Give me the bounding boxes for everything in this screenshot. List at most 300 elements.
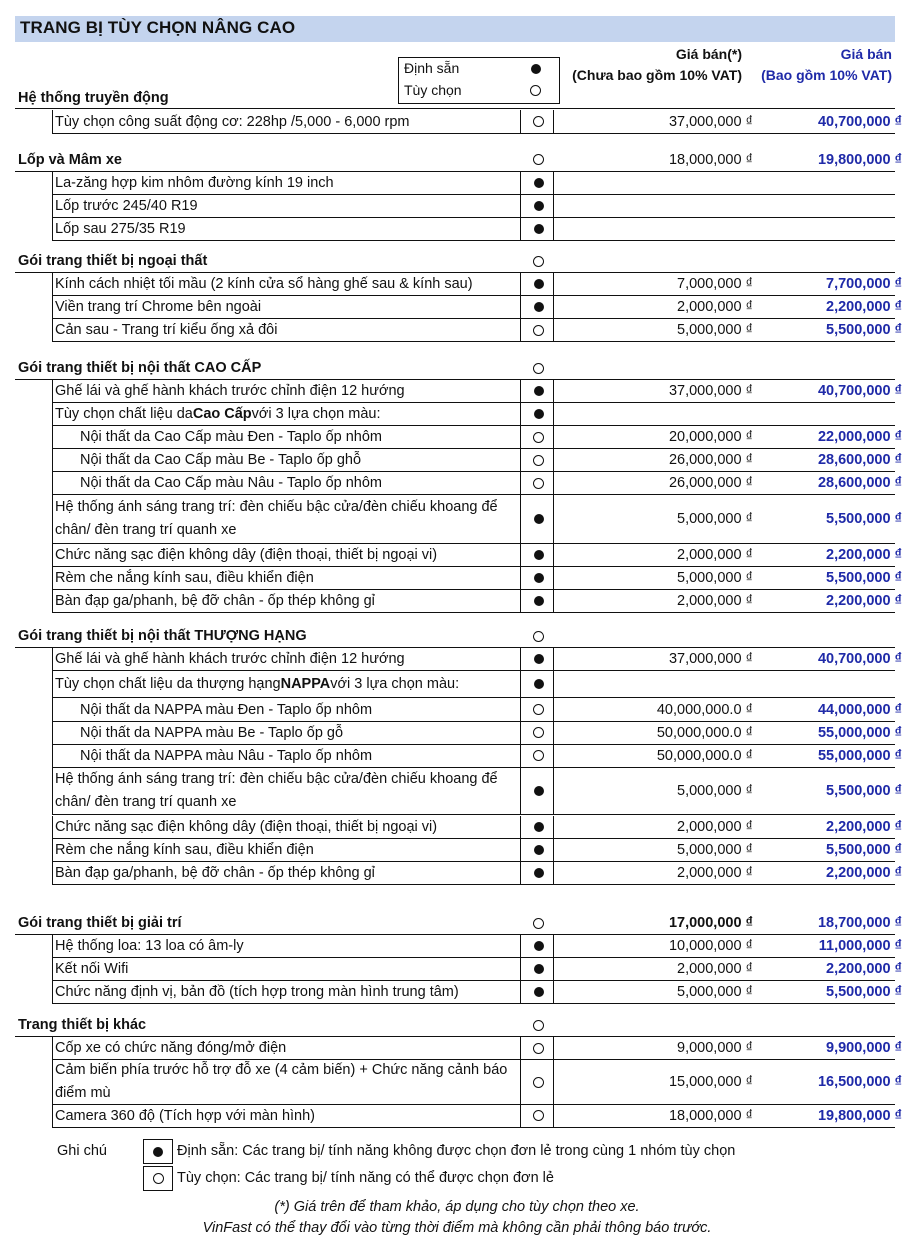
column-divider — [553, 816, 554, 838]
column-divider — [553, 1060, 554, 1104]
option-circle-icon — [533, 704, 544, 715]
price-excl-vat — [555, 250, 753, 272]
mark-cell — [520, 544, 557, 566]
column-divider — [520, 172, 521, 194]
item-label: Ghế lái và ghế hành khách trước chỉnh điện 12 hướng — [55, 651, 405, 667]
column-divider — [553, 1037, 554, 1059]
preset-dot-icon — [534, 845, 544, 855]
column-divider — [520, 567, 521, 589]
price-incl-header: Giá bán — [840, 46, 892, 62]
column-divider — [520, 426, 521, 448]
option-circle-icon — [533, 1043, 544, 1054]
column-divider — [520, 296, 521, 318]
column-divider — [520, 981, 521, 1003]
table-row — [15, 544, 902, 566]
column-divider — [52, 426, 53, 448]
column-divider — [553, 698, 554, 721]
preset-dot-icon — [534, 654, 544, 664]
item-label: Rèm che nắng kính sau, điều khiển điện — [55, 570, 314, 586]
column-divider — [520, 449, 521, 471]
column-divider — [52, 839, 53, 861]
table-row — [15, 319, 902, 341]
column-divider — [553, 195, 554, 217]
column-divider — [52, 721, 53, 744]
price-incl-vat: 2,200,000 ₫ — [826, 593, 902, 609]
price-excl-vat: 17,000,000 ₫ — [668, 915, 753, 931]
preset-dot-icon — [534, 573, 544, 583]
preset-dot-icon — [534, 386, 544, 396]
item-label: La-zăng hợp kim nhôm đường kính 19 inch — [55, 175, 334, 191]
item-label: Tùy chọn chất liệu da Cao Cấp với 3 lựa chọn màu: — [55, 406, 381, 422]
column-divider — [520, 721, 521, 744]
table-row — [15, 1037, 902, 1059]
mark-cell — [520, 296, 557, 318]
option-circle-icon — [533, 1020, 544, 1031]
mark-cell — [520, 1060, 557, 1104]
column-divider — [520, 768, 521, 814]
price-incl-vat: 5,500,000 ₫ — [826, 570, 902, 586]
footer-note-1: (*) Giá trên để tham khảo, áp dụng cho tùy chọn theo xe. — [274, 1199, 640, 1215]
price-excl-vat: 5,000,000 ₫ — [677, 984, 753, 1000]
price-incl-vat: 55,000,000 ₫ — [817, 747, 902, 764]
price-excl-vat: 2,000,000 ₫ — [677, 865, 753, 881]
mark-cell — [520, 1037, 557, 1059]
notes-label: Ghi chú — [57, 1143, 107, 1159]
column-divider — [520, 698, 521, 721]
mark-cell — [520, 839, 557, 861]
row-divider — [52, 814, 895, 815]
table-row — [15, 1104, 902, 1127]
price-incl-vat: 40,700,000 ₫ — [817, 651, 902, 667]
price-incl-vat: 55,000,000 ₫ — [817, 724, 902, 741]
column-divider — [553, 981, 554, 1003]
column-divider — [553, 935, 554, 957]
price-incl-vat — [755, 625, 902, 647]
table-row — [15, 172, 895, 194]
table-row — [15, 1060, 902, 1104]
price-excl-subheader: (Chưa bao gồm 10% VAT) — [572, 67, 742, 83]
mark-cell — [520, 273, 557, 295]
price-excl-vat — [555, 671, 753, 697]
column-divider — [52, 648, 53, 670]
price-excl-vat: 20,000,000 ₫ — [668, 429, 753, 445]
preset-dot-icon — [534, 409, 544, 419]
option-circle-icon — [533, 750, 544, 761]
column-divider — [52, 958, 53, 980]
table-row — [15, 195, 895, 217]
column-divider — [553, 839, 554, 861]
column-divider — [52, 472, 53, 494]
price-incl-vat: 11,000,000 ₫ — [818, 938, 902, 954]
price-excl-vat — [555, 1014, 753, 1036]
column-divider — [520, 472, 521, 494]
price-incl-subheader: (Bao gồm 10% VAT) — [761, 67, 892, 83]
price-excl-vat: 26,000,000 ₫ — [668, 475, 753, 491]
row-divider — [52, 341, 895, 342]
mark-cell — [520, 403, 557, 425]
column-divider — [553, 544, 554, 566]
mark-cell — [520, 1014, 557, 1036]
price-incl-vat — [755, 357, 902, 379]
item-label: Chức năng sạc điện không dây (điện thoại, thiết bị ngoại vi) — [55, 547, 438, 563]
section-header-row — [15, 1014, 895, 1036]
mark-cell — [520, 357, 557, 379]
table-row — [15, 768, 902, 814]
item-label: Bàn đạp ga/phanh, bệ đỡ chân - ốp thép không gỉ — [55, 865, 375, 881]
column-divider — [520, 273, 521, 295]
section-header-row — [15, 912, 902, 934]
preset-dot-icon — [534, 822, 544, 832]
column-divider — [553, 567, 554, 589]
row-divider — [52, 1003, 895, 1004]
column-divider — [553, 768, 554, 814]
mark-cell — [520, 172, 557, 194]
column-divider — [52, 296, 53, 318]
column-divider — [553, 403, 554, 425]
price-excl-vat — [555, 195, 753, 217]
item-label: Rèm che nắng kính sau, điều khiển điện — [55, 842, 314, 858]
table-row — [15, 449, 902, 471]
column-divider — [520, 195, 521, 217]
row-divider — [52, 884, 895, 885]
price-incl-vat: 44,000,000 ₫ — [817, 701, 902, 718]
price-incl-vat: 19,800,000 ₫ — [817, 1107, 902, 1124]
column-divider — [520, 403, 521, 425]
item-label: Cốp xe có chức năng đóng/mở điện — [55, 1040, 287, 1056]
row-divider — [52, 240, 895, 241]
preset-dot-icon — [534, 941, 544, 951]
option-circle-icon — [533, 325, 544, 336]
price-incl-vat: 5,500,000 ₫ — [826, 511, 902, 527]
table-row — [15, 380, 902, 402]
mark-cell — [520, 768, 557, 814]
item-label: Ghế lái và ghế hành khách trước chỉnh điện 12 hướng — [55, 383, 405, 399]
column-divider — [52, 567, 53, 589]
page-title: TRANG BỊ TÙY CHỌN NÂNG CAO — [20, 18, 296, 37]
column-divider — [52, 110, 53, 133]
price-incl-vat: 7,700,000 ₫ — [826, 276, 902, 292]
legend-preset-label: Định sẵn — [404, 60, 460, 76]
column-divider — [52, 744, 53, 767]
column-divider — [52, 218, 53, 240]
table-row — [15, 839, 902, 861]
price-excl-header: Giá bán(*) — [675, 46, 742, 62]
column-divider — [553, 671, 554, 697]
section-header-row — [15, 357, 895, 379]
price-incl-vat: 2,200,000 ₫ — [826, 819, 902, 835]
price-excl-vat: 40,000,000.0 ₫ — [656, 701, 753, 718]
item-label: Cảm biến phía trước hỗ trợ đỗ xe (4 cảm biến) + Chức năng cảnh báo điểm mù — [55, 1062, 508, 1101]
option-circle-icon — [533, 116, 544, 127]
price-incl-vat: 40,700,000 ₫ — [817, 113, 902, 130]
column-divider — [520, 495, 521, 543]
option-circle-icon — [533, 727, 544, 738]
price-excl-vat: 37,000,000 ₫ — [668, 651, 753, 667]
item-label: Lốp sau 275/35 R19 — [55, 221, 186, 237]
price-incl-vat — [755, 195, 902, 217]
price-excl-vat: 18,000,000 ₫ — [668, 1107, 753, 1124]
column-divider — [553, 172, 554, 194]
column-divider — [553, 495, 554, 543]
row-divider — [52, 612, 895, 613]
column-divider — [520, 319, 521, 341]
price-incl-vat: 9,900,000 ₫ — [826, 1040, 902, 1056]
mark-cell — [520, 495, 557, 543]
column-divider — [553, 319, 554, 341]
price-excl-vat: 5,000,000 ₫ — [677, 842, 753, 858]
preset-dot-icon — [534, 964, 544, 974]
option-circle-icon — [533, 1077, 544, 1088]
price-incl-vat: 2,200,000 ₫ — [826, 961, 902, 977]
table-row — [15, 296, 902, 318]
preset-dot-icon — [534, 224, 544, 234]
section-title: Hệ thống truyền động — [18, 90, 169, 106]
price-excl-vat: 2,000,000 ₫ — [677, 593, 753, 609]
mark-cell — [520, 449, 557, 471]
table-row — [15, 671, 895, 697]
price-excl-vat: 26,000,000 ₫ — [668, 452, 753, 468]
price-incl-vat: 5,500,000 ₫ — [826, 783, 902, 799]
option-circle-icon — [533, 455, 544, 466]
price-excl-vat: 50,000,000.0 ₫ — [656, 747, 753, 764]
price-incl-vat: 2,200,000 ₫ — [826, 299, 902, 315]
note-preset-box — [143, 1139, 173, 1164]
column-divider — [52, 935, 53, 957]
column-divider — [553, 590, 554, 612]
option-circle-icon — [533, 432, 544, 443]
price-excl-vat: 5,000,000 ₫ — [677, 783, 753, 799]
note-option-text: Tùy chọn: Các trang bị/ tính năng có thể được chọn đơn lẻ — [177, 1170, 554, 1186]
preset-dot-icon — [534, 302, 544, 312]
table-row — [15, 590, 902, 612]
mark-cell — [520, 426, 557, 448]
option-circle-icon — [533, 256, 544, 267]
column-divider — [520, 544, 521, 566]
table-row — [15, 721, 902, 744]
preset-dot-icon — [534, 514, 544, 524]
column-divider — [52, 981, 53, 1003]
mark-cell — [520, 744, 557, 767]
mark-cell — [520, 912, 557, 934]
section-title: Gói trang thiết bị ngoại thất — [18, 253, 208, 269]
price-incl-vat: 19,800,000 ₫ — [817, 151, 902, 168]
column-divider — [520, 1104, 521, 1127]
price-excl-vat — [555, 357, 753, 379]
price-excl-vat: 5,000,000 ₫ — [677, 322, 753, 338]
item-label: Tùy chọn chất liệu da thượng hạng NAPPA với 3 lựa chọn màu: — [55, 676, 460, 692]
price-incl-vat — [755, 403, 902, 425]
price-incl-vat: 28,600,000 ₫ — [817, 475, 902, 491]
column-divider — [520, 816, 521, 838]
item-label: Nội thất da Cao Cấp màu Be - Taplo ốp ghỗ — [80, 452, 362, 468]
column-divider — [52, 768, 53, 814]
price-incl-vat — [755, 88, 902, 108]
price-excl-vat: 37,000,000 ₫ — [668, 113, 753, 130]
table-row — [15, 816, 902, 838]
column-divider — [52, 449, 53, 471]
mark-cell — [520, 816, 557, 838]
item-label: Kính cách nhiệt tối mầu (2 kính cửa sổ hàng ghế sau & kính sau) — [55, 276, 473, 292]
column-divider — [553, 296, 554, 318]
item-label: Hệ thống loa: 13 loa có âm-ly — [55, 938, 244, 954]
mark-cell — [520, 625, 557, 647]
price-excl-vat: 9,000,000 ₫ — [677, 1040, 753, 1056]
mark-cell — [520, 671, 557, 697]
price-incl-vat — [755, 250, 902, 272]
mark-cell — [520, 590, 557, 612]
column-divider — [553, 958, 554, 980]
column-divider — [52, 195, 53, 217]
preset-dot-icon — [534, 550, 544, 560]
price-incl-vat: 2,200,000 ₫ — [826, 547, 902, 563]
preset-dot-icon — [534, 987, 544, 997]
item-label: Nội thất da Cao Cấp màu Đen - Taplo ốp nhôm — [80, 429, 382, 445]
price-excl-vat: 2,000,000 ₫ — [677, 819, 753, 835]
mark-cell — [520, 319, 557, 341]
item-label: Cản sau - Trang trí kiểu ống xả đôi — [55, 322, 278, 338]
price-excl-vat: 5,000,000 ₫ — [677, 570, 753, 586]
mark-cell — [520, 218, 557, 240]
column-divider — [520, 671, 521, 697]
column-divider — [553, 472, 554, 494]
column-divider — [52, 816, 53, 838]
mark-cell — [520, 88, 557, 108]
table-row — [15, 981, 902, 1003]
mark-cell — [520, 472, 557, 494]
price-excl-vat: 5,000,000 ₫ — [677, 511, 753, 527]
table-row — [15, 862, 902, 884]
column-divider — [520, 958, 521, 980]
column-divider — [520, 1037, 521, 1059]
price-excl-vat: 2,000,000 ₫ — [677, 961, 753, 977]
table-row — [15, 935, 902, 957]
column-divider — [520, 935, 521, 957]
column-divider — [553, 110, 554, 133]
mark-cell — [520, 1104, 557, 1127]
table-row — [15, 698, 902, 721]
option-circle-icon — [533, 631, 544, 642]
table-row — [15, 426, 902, 448]
column-divider — [52, 671, 53, 697]
column-divider — [520, 839, 521, 861]
table-row — [15, 110, 902, 133]
option-circle-icon — [533, 154, 544, 165]
preset-dot-icon — [534, 786, 544, 796]
item-label: Nội thất da NAPPA màu Nâu - Taplo ốp nhôm — [80, 747, 373, 764]
price-excl-vat: 7,000,000 ₫ — [677, 276, 753, 292]
item-label: Hệ thống ánh sáng trang trí: đèn chiếu bậc cửa/đèn chiếu khoang để chân/ đèn trang trí quanh xe — [55, 499, 498, 538]
mark-cell — [520, 567, 557, 589]
note-preset-text: Định sẵn: Các trang bị/ tính năng không được chọn đơn lẻ trong cùng 1 nhóm tùy chọn — [177, 1143, 736, 1159]
column-divider — [52, 590, 53, 612]
price-incl-vat: 5,500,000 ₫ — [826, 842, 902, 858]
item-label: Chức năng sạc điện không dây (điện thoại, thiết bị ngoại vi) — [55, 819, 438, 835]
preset-dot-icon — [534, 201, 544, 211]
column-divider — [520, 380, 521, 402]
note-option-circle-icon — [153, 1173, 164, 1184]
column-divider — [553, 721, 554, 744]
price-incl-vat — [755, 218, 902, 240]
column-divider — [52, 1060, 53, 1104]
preset-dot-icon — [534, 596, 544, 606]
item-label: Bàn đạp ga/phanh, bệ đỡ chân - ốp thép không gỉ — [55, 593, 375, 609]
table-row — [15, 567, 902, 589]
price-excl-vat: 18,000,000 ₫ — [668, 151, 753, 168]
column-divider — [520, 648, 521, 670]
footer-note-2: VinFast có thể thay đổi vào từng thời điểm mà không cần phải thông báo trước. — [202, 1220, 712, 1236]
column-divider — [52, 544, 53, 566]
column-divider — [553, 426, 554, 448]
column-divider — [553, 862, 554, 884]
section-header-row — [15, 250, 895, 272]
mark-cell — [520, 981, 557, 1003]
item-label: Camera 360 độ (Tích hợp với màn hình) — [55, 1107, 315, 1124]
column-divider — [52, 319, 53, 341]
price-incl-vat — [755, 172, 902, 194]
price-incl-vat: 16,500,000 ₫ — [817, 1074, 902, 1090]
price-excl-vat: 37,000,000 ₫ — [668, 383, 753, 399]
column-divider — [52, 495, 53, 543]
column-divider — [52, 172, 53, 194]
section-title: Gói trang thiết bị nội thất CAO CẤP — [18, 360, 262, 376]
mark-cell — [520, 648, 557, 670]
price-incl-vat: 5,500,000 ₫ — [826, 984, 902, 1000]
price-incl-vat: 22,000,000 ₫ — [817, 429, 902, 445]
section-title: Trang thiết bị khác — [18, 1017, 147, 1033]
item-label: Chức năng định vị, bản đồ (tích hợp trong màn hình trung tâm) — [55, 984, 459, 1000]
option-circle-icon — [533, 363, 544, 374]
column-divider — [553, 744, 554, 767]
price-incl-vat: 18,700,000 ₫ — [817, 915, 902, 931]
price-incl-vat: 5,500,000 ₫ — [826, 322, 902, 338]
column-divider — [520, 218, 521, 240]
table-row — [15, 648, 902, 670]
table-row — [15, 273, 902, 295]
price-excl-vat: 2,000,000 ₫ — [677, 299, 753, 315]
mark-cell — [520, 250, 557, 272]
section-title: Lốp và Mâm xe — [18, 151, 122, 168]
item-label: Lốp trước 245/40 R19 — [55, 198, 198, 214]
legend-preset-dot-icon — [531, 64, 541, 74]
column-divider — [52, 1037, 53, 1059]
mark-cell — [520, 862, 557, 884]
table-row — [15, 744, 902, 767]
section-title: Gói trang thiết bị nội thất THƯỢNG HẠNG — [18, 628, 307, 644]
table-row — [15, 958, 902, 980]
column-divider — [553, 449, 554, 471]
column-divider — [52, 1104, 53, 1127]
mark-cell — [520, 698, 557, 721]
column-divider — [520, 110, 521, 133]
column-divider — [52, 273, 53, 295]
price-incl-vat: 40,700,000 ₫ — [817, 383, 902, 399]
section-header-row — [15, 625, 895, 647]
column-divider — [553, 218, 554, 240]
mark-cell — [520, 721, 557, 744]
price-excl-vat — [555, 218, 753, 240]
note-option-box — [143, 1166, 173, 1191]
price-incl-vat: 2,200,000 ₫ — [826, 865, 902, 881]
row-divider — [52, 1127, 895, 1128]
column-divider — [52, 403, 53, 425]
item-label: Kết nối Wifi — [55, 961, 129, 977]
option-circle-icon — [533, 1110, 544, 1121]
price-excl-vat — [555, 172, 753, 194]
section-header-row — [15, 88, 895, 108]
price-excl-vat: 10,000,000 ₫ — [668, 938, 753, 954]
row-divider — [52, 133, 895, 134]
price-excl-vat: 15,000,000 ₫ — [668, 1074, 753, 1090]
